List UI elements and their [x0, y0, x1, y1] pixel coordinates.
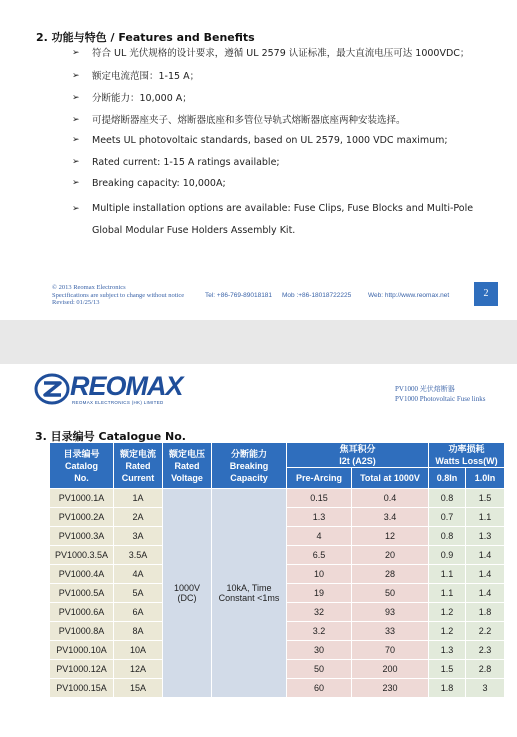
col-header-rated-voltage: 额定电压 Rated Voltage — [163, 443, 211, 488]
table-cell: 3A — [114, 527, 162, 545]
table-cell: 6.5 — [287, 546, 351, 564]
footer-tel: Tel: +86-769-89018181 — [205, 292, 273, 299]
footer-web: Web: http://www.reomax.net — [368, 292, 450, 299]
table-cell: 1.3 — [429, 641, 465, 659]
table-cell: 30 — [287, 641, 351, 659]
col-header-pre-arcing: Pre-Arcing — [287, 468, 351, 488]
col-header-catalog: 目录编号 Catalog No. — [50, 443, 113, 488]
breaking-capacity-cell: 10kA, Time Constant <1ms — [212, 489, 286, 697]
table-cell: 3.2 — [287, 622, 351, 640]
list-item: ➢ Breaking capacity: 10,000A; — [72, 178, 226, 189]
table-cell: PV1000.10A — [50, 641, 113, 659]
col-header-10in: 1.0In — [466, 468, 504, 488]
list-item: ➢ Rated current: 1-15 A ratings available; — [72, 157, 280, 168]
table-cell: 2.3 — [466, 641, 504, 659]
arrow-bullet-icon: ➢ — [72, 157, 80, 167]
footer-mob: Mob :+86-18018722225 — [282, 292, 352, 299]
table-cell: 60 — [287, 679, 351, 697]
list-item: ➢ 额定电流范围：1-15 A； — [72, 71, 200, 82]
table-cell: 1.3 — [466, 527, 504, 545]
table-cell: 12 — [352, 527, 428, 545]
table-cell: 1A — [114, 489, 162, 507]
list-item: ➢ 符合 UL 光伏规格的设计要求，遵循 UL 2579 认证标准，最大直流电压可达 1000VDC； — [72, 48, 470, 59]
table-cell: 2.2 — [466, 622, 504, 640]
col-header-i2t: 焦耳积分 I2t (A2S) — [287, 443, 428, 467]
table-cell: 1.1 — [429, 584, 465, 602]
arrow-bullet-icon: ➢ — [72, 93, 80, 103]
table-cell: 50 — [287, 660, 351, 678]
arrow-bullet-icon: ➢ — [72, 48, 80, 58]
col-header-08in: 0.8In — [429, 468, 465, 488]
table-cell: 6A — [114, 603, 162, 621]
table-cell: 0.8 — [429, 527, 465, 545]
table-cell: 1.1 — [466, 508, 504, 526]
table-cell: 1.5 — [429, 660, 465, 678]
table-cell: 93 — [352, 603, 428, 621]
footer-info: © 2013 Reomax Electronics Specifications are subject to change without notice Revised: 01/25/13 — [52, 284, 185, 306]
table-cell: 4 — [287, 527, 351, 545]
table-cell: PV1000.2A — [50, 508, 113, 526]
arrow-bullet-icon: ➢ — [72, 204, 80, 214]
features-heading: 2. 功能与特色 / Features and Benefits — [36, 31, 255, 44]
table-cell: PV1000.3.5A — [50, 546, 113, 564]
list-item: ➢ 分断能力：10,000 A； — [72, 93, 192, 104]
list-item: ➢ 可提熔断器座夹子、熔断器底座和多管位导轨式熔断器底座两种安装选择。 — [72, 115, 406, 126]
doc-title-cn: PV1000 光伏熔断器 — [395, 385, 455, 393]
logo-subtitle: REOMAX ELECTRONICS (HK) LIMITED — [72, 400, 164, 405]
table-cell: 1.4 — [466, 584, 504, 602]
table-cell: 33 — [352, 622, 428, 640]
table-cell: PV1000.3A — [50, 527, 113, 545]
table-cell: PV1000.12A — [50, 660, 113, 678]
table-cell: 1.3 — [287, 508, 351, 526]
table-cell: 5A — [114, 584, 162, 602]
table-cell: 0.4 — [352, 489, 428, 507]
table-cell: 2A — [114, 508, 162, 526]
table-cell: 1.1 — [429, 565, 465, 583]
rated-voltage-cell: 1000V (DC) — [163, 489, 211, 697]
table-cell: 1.4 — [466, 565, 504, 583]
table-cell: 50 — [352, 584, 428, 602]
table-cell: 1.2 — [429, 622, 465, 640]
table-cell: 1.2 — [429, 603, 465, 621]
page-number: 2 — [474, 282, 498, 306]
table-cell: 10A — [114, 641, 162, 659]
table-cell: 20 — [352, 546, 428, 564]
doc-title-en: PV1000 Photovoltaic Fuse links — [395, 395, 486, 403]
catalogue-heading: 3. 目录编号 Catalogue No. — [35, 430, 186, 443]
arrow-bullet-icon: ➢ — [72, 71, 80, 81]
table-cell: 1.8 — [429, 679, 465, 697]
col-header-total: Total at 1000V — [352, 468, 428, 488]
table-cell: PV1000.5A — [50, 584, 113, 602]
col-header-watts: 功率损耗 Watts Loss(W) — [429, 443, 504, 467]
table-cell: 0.9 — [429, 546, 465, 564]
table-cell: 15A — [114, 679, 162, 697]
table-cell: PV1000.1A — [50, 489, 113, 507]
table-cell: 32 — [287, 603, 351, 621]
table-cell: 200 — [352, 660, 428, 678]
arrow-bullet-icon: ➢ — [72, 115, 80, 125]
col-header-breaking: 分断能力 Breaking Capacity — [212, 443, 286, 488]
table-cell: PV1000.4A — [50, 565, 113, 583]
table-cell: 3.5A — [114, 546, 162, 564]
table-cell: PV1000.15A — [50, 679, 113, 697]
table-cell: 10 — [287, 565, 351, 583]
table-cell: 19 — [287, 584, 351, 602]
table-cell: 2.8 — [466, 660, 504, 678]
table-cell: 4A — [114, 565, 162, 583]
table-row — [50, 489, 504, 507]
table-cell: 3 — [466, 679, 504, 697]
arrow-bullet-icon: ➢ — [72, 178, 80, 188]
list-item: ➢ Multiple installation options are available: Fuse Clips, Fuse Blocks and Multi-Pole Global Modular Fuse Holders Assembly Kit. — [72, 198, 492, 242]
reomax-logo-icon — [34, 372, 70, 406]
page-separator — [0, 320, 517, 364]
table-cell: 1.5 — [466, 489, 504, 507]
logo-wordmark: REOMAX — [70, 371, 183, 401]
table-cell: 230 — [352, 679, 428, 697]
table-cell: 70 — [352, 641, 428, 659]
table-cell: 12A — [114, 660, 162, 678]
table-cell: PV1000.8A — [50, 622, 113, 640]
arrow-bullet-icon: ➢ — [72, 135, 80, 145]
col-header-rated-current: 额定电流 Rated Current — [114, 443, 162, 488]
table-cell: 0.7 — [429, 508, 465, 526]
table-cell: PV1000.6A — [50, 603, 113, 621]
table-cell: 1.8 — [466, 603, 504, 621]
table-cell: 3.4 — [352, 508, 428, 526]
table-cell: 0.15 — [287, 489, 351, 507]
catalogue-table — [49, 442, 505, 698]
table-cell: 28 — [352, 565, 428, 583]
table-cell: 8A — [114, 622, 162, 640]
list-item: ➢ Meets UL photovoltaic standards, based on UL 2579, 1000 VDC maximum; — [72, 135, 448, 146]
table-cell: 0.8 — [429, 489, 465, 507]
table-cell: 1.4 — [466, 546, 504, 564]
